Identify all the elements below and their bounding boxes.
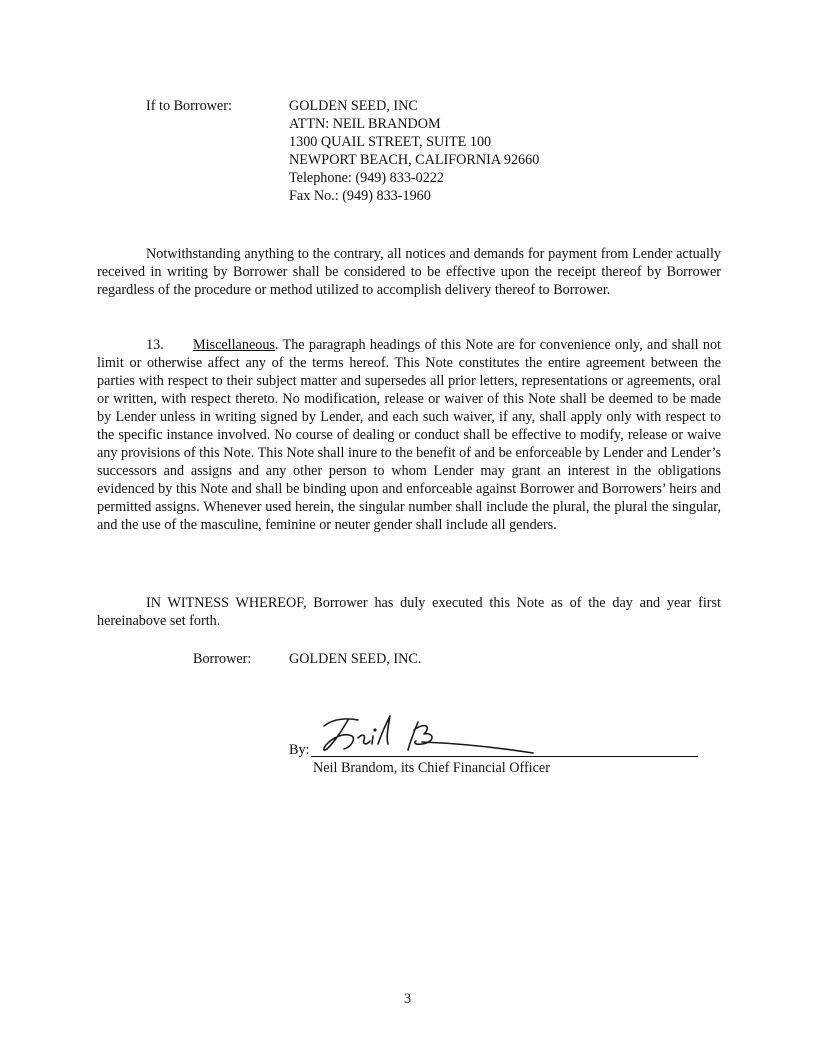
signer-name-title: Neil Brandom, its Chief Financial Officer [313, 760, 550, 776]
address-line-fax: Fax No.: (949) 833-1960 [289, 188, 431, 204]
handwritten-signature [318, 712, 543, 760]
address-line-telephone: Telephone: (949) 833-0222 [289, 170, 445, 186]
address-line-street: 1300 QUAIL STREET, SUITE 100 [289, 134, 492, 150]
address-line-city: NEWPORT BEACH, CALIFORNIA 92660 [289, 152, 540, 168]
section-body: . The paragraph headings of this Note are for convenience only, and shall not limit or otherwise affect any of the terms hereof. This Note constitutes the entire agreement between the parties with respect to their subject matter and supersedes all prior letters, representations or agreements, oral or written, with respect thereto. No modification, release or waiver of this Note shall be deemed to be made by Lender unless in writing signed by Lender, and each such waiver, if any, shall apply only with respect to the specific instance involved. No course of dealing or conduct shall be effective to modify, release or waive any provisions of this Note. This Note shall inure to the benefit of and be enforceable by Lender and Lender’s successors and assigns and any other person to whom Lender may grant an interest in the obligations evidenced by this Note and shall be binding upon and enforceable against Borrower and Borrowers’ heirs and permitted assigns. Whenever used herein, the singular number shall include the plural, the plural the singular, and the use of the masculine, feminine or neuter gender shall include all genders. [97, 337, 721, 533]
notices-paragraph: Notwithstanding anything to the contrary, all notices and demands for payment from Lender actually received in writing by Borrower shall be considered to be effective upon the receipt thereof by Borrower regardless of the procedure or method utilized to accomplish delivery thereof to Borrower. [97, 246, 721, 298]
page-number: 3 [403, 991, 412, 1007]
address-line-company: GOLDEN SEED, INC [289, 98, 418, 114]
witness-paragraph: IN WITNESS WHEREOF, Borrower has duly executed this Note as of the day and year first hereinabove set forth. [97, 595, 721, 629]
by-label: By: [289, 742, 310, 758]
miscellaneous-paragraph [97, 336, 721, 534]
borrower-name: GOLDEN SEED, INC. [289, 651, 422, 667]
section-number: 13. [146, 337, 164, 353]
address-line-attention: ATTN: NEIL BRANDOM [289, 116, 441, 132]
section-heading: Miscellaneous [193, 337, 275, 353]
borrower-label: Borrower: [193, 651, 252, 667]
notice-label: If to Borrower: [146, 98, 232, 114]
borrower-address-block [289, 97, 539, 205]
